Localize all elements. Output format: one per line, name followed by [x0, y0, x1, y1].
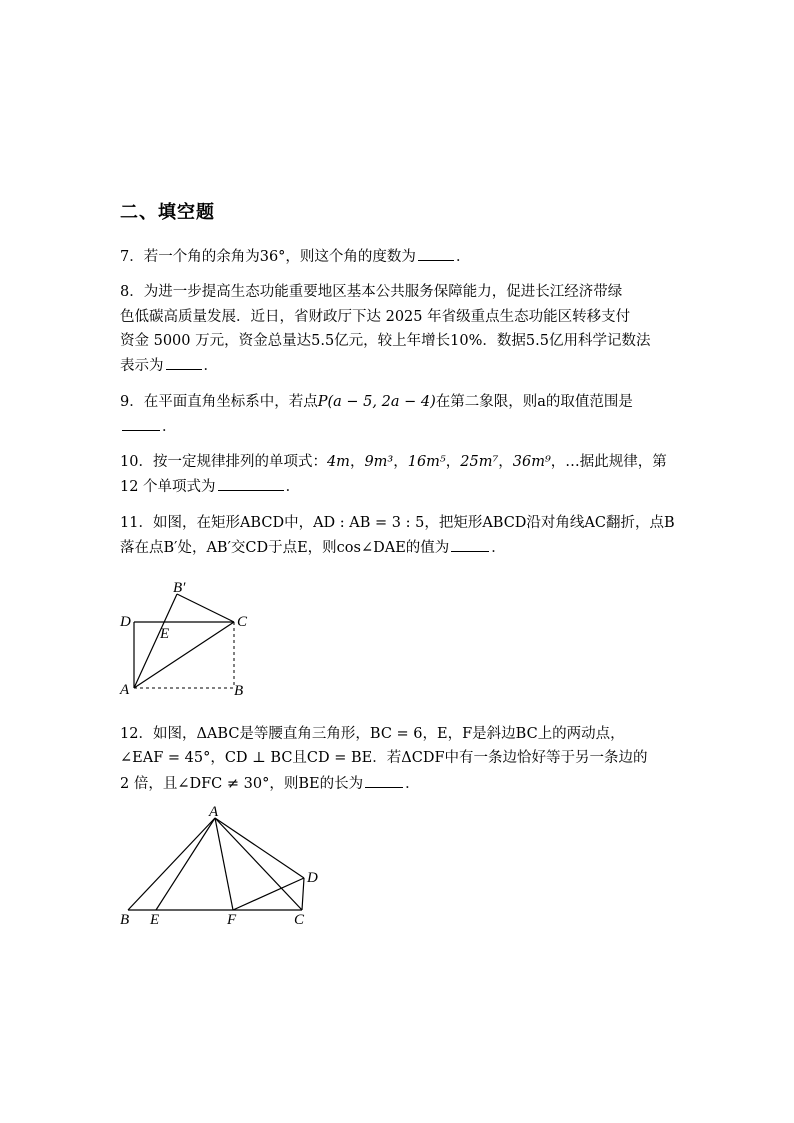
question-7: [120, 246, 470, 267]
q10-term: 36m⁹: [512, 454, 551, 470]
question-8-line-1: 8．为进一步提高生态功能重要地区基本公共服务保障能力，促进长江经济带绿: [120, 284, 623, 300]
label-c: C: [237, 614, 248, 630]
q7-end: ．: [455, 249, 471, 265]
question-10: 10．按一定规律排列的单项式：4m，9m³，16m⁵，25m⁷，36m⁹，…据此规律，第: [120, 454, 667, 470]
q10-term: 16m⁵: [407, 454, 446, 470]
q9-end: ．: [162, 419, 177, 435]
q7-text: 7．若一个角的余角为36°，则这个角的度数为: [120, 249, 416, 265]
rectangle-fold-figure: [112, 576, 262, 701]
question-8-line-2: 色低碳高质量发展．近日，省财政厅下达 2025 年省级重点生态功能区转移支付: [120, 309, 631, 325]
question-10-line-2: [120, 476, 300, 497]
q11-end: ．: [491, 540, 506, 556]
q7-answer-blank[interactable]: [418, 246, 454, 261]
q8-end: ．: [203, 358, 218, 374]
q12-text: 2 倍，且∠DFC ≠ 30°，则BE的长为: [120, 776, 364, 792]
question-12-line-2: ∠EAF = 45°，CD ⊥ BC且CD = BE．若ΔCDF中有一条边恰好等于另一条边的: [120, 750, 648, 766]
question-11-line-2: [120, 537, 506, 558]
q10-text-2: ，…据此规律，第: [550, 454, 667, 470]
q9-point: P(a − 5, 2a − 4): [317, 394, 436, 410]
label-d: D: [307, 870, 318, 886]
q10-term: 9m³: [364, 454, 394, 470]
label-b: B: [120, 912, 130, 928]
q8-answer-blank[interactable]: [166, 355, 202, 370]
q12-answer-blank[interactable]: [365, 773, 403, 788]
label-e: E: [150, 912, 160, 928]
q9-text-2: 在第二象限，则a的取值范围是: [435, 394, 633, 410]
label-b-prime: B′: [173, 580, 186, 596]
q8-text-end: 表示为: [120, 358, 164, 374]
label-d: D: [120, 614, 131, 630]
label-a: A: [209, 804, 219, 820]
question-11-line-1: 11．如图，在矩形ABCD中，AD : AB = 3 : 5，把矩形ABCD沿对角线AC翻折，点B: [120, 515, 675, 531]
label-e: E: [160, 626, 170, 642]
question-12-line-1: 12．如图，ΔABC是等腰直角三角形，BC = 6，E，F是斜边BC上的两动点，: [120, 726, 625, 742]
segment-ad: [215, 818, 304, 878]
label-b: B: [234, 683, 244, 699]
segment-ab: [128, 818, 215, 910]
q10-answer-blank[interactable]: [218, 476, 284, 491]
q10-text-3: 12 个单项式为: [120, 479, 216, 495]
q9-text: 9．在平面直角坐标系中，若点: [120, 394, 318, 410]
segment-ae: [156, 818, 215, 910]
question-9-line-2: [120, 416, 177, 437]
segment-ac: [215, 818, 302, 910]
segment-b-prime-c: [177, 594, 234, 622]
isosceles-triangle-figure: [112, 800, 332, 930]
label-f: F: [227, 912, 237, 928]
q10-end: ．: [285, 479, 301, 495]
label-c: C: [294, 912, 305, 928]
q11-answer-blank[interactable]: [451, 537, 489, 552]
q12-end: ．: [405, 776, 420, 792]
q10-text: 10．按一定规律排列的单项式：: [120, 454, 327, 470]
question-8-line-4: [120, 355, 218, 376]
segment-fd: [233, 878, 304, 910]
question-9: [120, 392, 633, 412]
segment-dc: [302, 878, 304, 910]
label-a: A: [120, 682, 130, 698]
q9-answer-blank[interactable]: [122, 416, 160, 431]
section-title: 二、填空题: [120, 202, 215, 223]
question-8-line-3: 资金 5000 万元，资金总量达5.5亿元，较上年增长10%．数据5.5亿用科学记数法: [120, 333, 651, 349]
q11-text: 落在点B′处，AB′交CD于点E，则cos∠DAE的值为: [120, 540, 450, 556]
q10-term: 25m⁷: [460, 454, 499, 470]
q10-term: 4m: [326, 454, 350, 470]
segment-af: [215, 818, 233, 910]
question-12-line-3: [120, 773, 420, 794]
